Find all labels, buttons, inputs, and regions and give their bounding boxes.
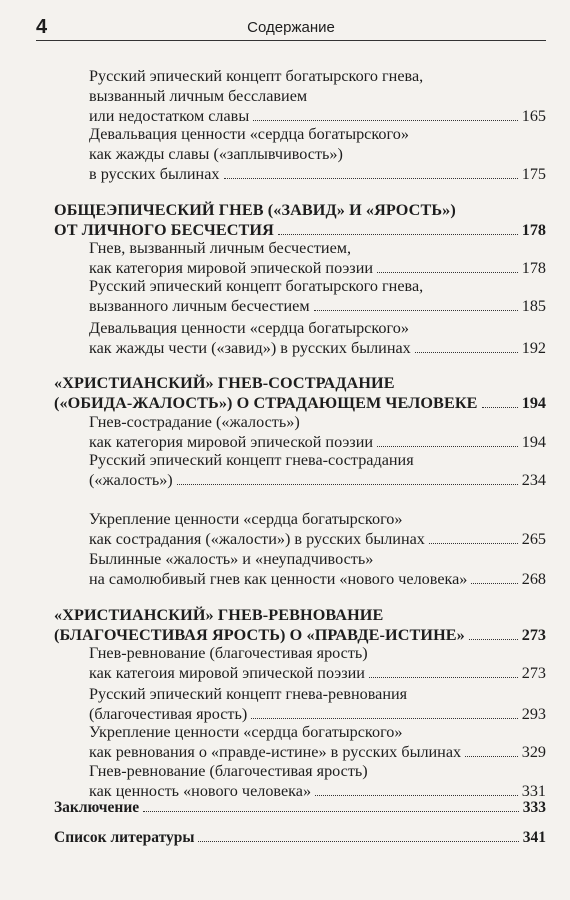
dot-leader bbox=[482, 406, 518, 408]
toc-entry-line: Заключение bbox=[54, 799, 140, 816]
toc-entry bbox=[89, 761, 546, 801]
toc-entry-last-line bbox=[89, 296, 546, 316]
toc-page-number: 194 bbox=[521, 433, 546, 451]
toc-page-number: 192 bbox=[521, 339, 546, 357]
toc-entry-last-line bbox=[89, 704, 546, 724]
dot-leader bbox=[278, 233, 518, 235]
toc-entry-line: или недостатком славы bbox=[89, 107, 250, 125]
toc-page-number: 265 bbox=[521, 530, 546, 548]
dot-leader bbox=[251, 717, 517, 719]
toc-entry bbox=[89, 450, 546, 490]
toc-entry-line: как категория мировой эпической поэзии bbox=[89, 259, 374, 277]
toc-entry-line: как ценность «нового человека» bbox=[89, 782, 312, 800]
toc-entry-line: как ревнования о «правде-истине» в русских былинах bbox=[89, 743, 462, 761]
dot-leader bbox=[253, 119, 518, 121]
toc-top-entry bbox=[54, 798, 546, 818]
toc-entry bbox=[89, 684, 546, 724]
dot-leader bbox=[415, 351, 518, 353]
toc-entry-line: (БЛАГОЧЕСТИВАЯ ЯРОСТЬ) О «ПРАВДЕ-ИСТИНЕ» bbox=[54, 626, 465, 644]
toc-section-entry bbox=[54, 605, 546, 645]
toc-entry-line: ОТ ЛИЧНОГО БЕСЧЕСТИЯ bbox=[54, 221, 274, 239]
toc-page-number: 185 bbox=[521, 297, 546, 315]
toc-entry-line: ОБЩЕЭПИЧЕСКИЙ ГНЕВ («ЗАВИД» И «ЯРОСТЬ») bbox=[54, 201, 456, 219]
toc-entry-line: («жалость») bbox=[89, 471, 173, 489]
dot-leader bbox=[429, 542, 518, 544]
dot-leader bbox=[177, 483, 518, 485]
toc-entry-line: в русских былинах bbox=[89, 165, 220, 183]
toc-entry-last-line bbox=[89, 742, 546, 762]
toc-entry-last-line bbox=[54, 625, 546, 645]
dot-leader bbox=[143, 810, 519, 812]
toc-entry-line: Гнев-ревнование (благочестивая ярость) bbox=[89, 762, 368, 780]
toc-entry-last-line bbox=[89, 470, 546, 490]
toc-entry-line: Список литературы bbox=[54, 829, 195, 846]
toc-entry-line: Укрепление ценности «сердца богатырского» bbox=[89, 510, 403, 528]
toc-entry-line: Укрепление ценности «сердца богатырского» bbox=[89, 723, 403, 741]
toc-page-number: 329 bbox=[521, 743, 546, 761]
toc-entry bbox=[89, 66, 546, 126]
dot-leader bbox=[469, 638, 518, 640]
page-number: 4 bbox=[36, 16, 48, 38]
toc-entry bbox=[89, 412, 546, 452]
toc-entry-last-line bbox=[54, 220, 546, 240]
toc-page-number: 175 bbox=[521, 165, 546, 183]
toc-section-entry bbox=[54, 200, 546, 240]
toc-entry-last-line bbox=[89, 164, 546, 184]
toc-page-number: 178 bbox=[521, 221, 546, 239]
dot-leader bbox=[377, 445, 518, 447]
toc-entry-line: Гнев-ревнование (благочестивая ярость) bbox=[89, 644, 368, 662]
toc-page-number: 194 bbox=[521, 394, 546, 412]
toc-entry-line: вызванного личным бесчестием bbox=[89, 297, 310, 315]
toc-page-number: 234 bbox=[521, 471, 546, 489]
toc-entry-line: Русский эпический концепт богатырского гнева, bbox=[89, 277, 424, 295]
toc-entry-line: «ХРИСТИАНСКИЙ» ГНЕВ-РЕВНОВАНИЕ bbox=[54, 606, 384, 624]
toc-entry-line: вызванный личным бесславием bbox=[89, 87, 308, 105]
toc-entry-last-line bbox=[54, 798, 546, 818]
dot-leader bbox=[224, 177, 518, 179]
toc-page-number: 165 bbox=[521, 107, 546, 125]
toc-entry-last-line bbox=[89, 258, 546, 278]
toc-page-number: 341 bbox=[522, 829, 546, 846]
toc-entry bbox=[89, 549, 546, 589]
toc-entry-line: («ОБИДА-ЖАЛОСТЬ») О СТРАДАЮЩЕМ ЧЕЛОВЕКЕ bbox=[54, 394, 478, 412]
toc-top-entry bbox=[54, 828, 546, 848]
toc-entry-last-line bbox=[89, 338, 546, 358]
toc-entry-line: Русский эпический концепт гнева-сострадания bbox=[89, 451, 414, 469]
dot-leader bbox=[471, 582, 517, 584]
toc-page-number: 273 bbox=[521, 626, 546, 644]
toc-entry bbox=[89, 276, 546, 316]
toc-entry-line: Гнев, вызванный личным бесчестием, bbox=[89, 239, 352, 257]
toc-page-number: 178 bbox=[521, 259, 546, 277]
toc-entry-line: Русский эпический концепт богатырского гнева, bbox=[89, 67, 424, 85]
toc-entry-last-line bbox=[89, 432, 546, 452]
toc-entry-line: Девальвация ценности «сердца богатырского» bbox=[89, 319, 409, 337]
toc-entry-line: как сострадания («жалости») в русских былинах bbox=[89, 530, 425, 548]
toc-entry bbox=[89, 124, 546, 184]
toc-entry-last-line bbox=[89, 569, 546, 589]
dot-leader bbox=[377, 271, 518, 273]
dot-leader bbox=[198, 840, 518, 842]
toc-entry-last-line bbox=[89, 529, 546, 549]
dot-leader bbox=[369, 676, 518, 678]
dot-leader bbox=[465, 755, 518, 757]
toc-entry-line: Русский эпический концепт гнева-ревнования bbox=[89, 685, 408, 703]
toc-entry bbox=[89, 509, 546, 549]
toc-entry bbox=[89, 238, 546, 278]
toc-entry-line: как категоия мировой эпической поэзии bbox=[89, 664, 365, 682]
toc-entry-line: как жажды славы («заплывчивость») bbox=[89, 145, 343, 163]
toc-page-number: 331 bbox=[521, 782, 546, 800]
dot-leader bbox=[314, 309, 518, 311]
toc-entry bbox=[89, 643, 546, 683]
toc-entry-line: Гнев-сострадание («жалость») bbox=[89, 413, 300, 431]
toc-entry-last-line bbox=[54, 393, 546, 413]
toc-entry-line: как жажды чести («завид») в русских былинах bbox=[89, 339, 411, 357]
running-title: Содержание bbox=[247, 19, 335, 36]
toc-page-number: 273 bbox=[521, 664, 546, 682]
toc-entry bbox=[89, 318, 546, 358]
toc-entry-line: (благочестивая ярость) bbox=[89, 705, 248, 723]
toc-entry-line: Былинные «жалость» и «неупадчивость» bbox=[89, 550, 374, 568]
toc-page-number: 333 bbox=[522, 799, 546, 816]
toc-entry-line: «ХРИСТИАНСКИЙ» ГНЕВ-СОСТРАДАНИЕ bbox=[54, 374, 395, 392]
toc-entry-line: на самолюбивый гнев как ценности «нового человека» bbox=[89, 570, 468, 588]
dot-leader bbox=[315, 794, 518, 796]
toc-entry-last-line bbox=[54, 828, 546, 848]
toc-entry-last-line bbox=[89, 106, 546, 126]
toc-entry-line: Девальвация ценности «сердца богатырского» bbox=[89, 125, 409, 143]
toc-entry bbox=[89, 722, 546, 762]
toc-page-number: 268 bbox=[521, 570, 546, 588]
toc-section-entry bbox=[54, 373, 546, 413]
toc-entry-line: как категория мировой эпической поэзии bbox=[89, 433, 374, 451]
toc-page-number: 293 bbox=[521, 705, 546, 723]
toc-entry-last-line bbox=[89, 663, 546, 683]
